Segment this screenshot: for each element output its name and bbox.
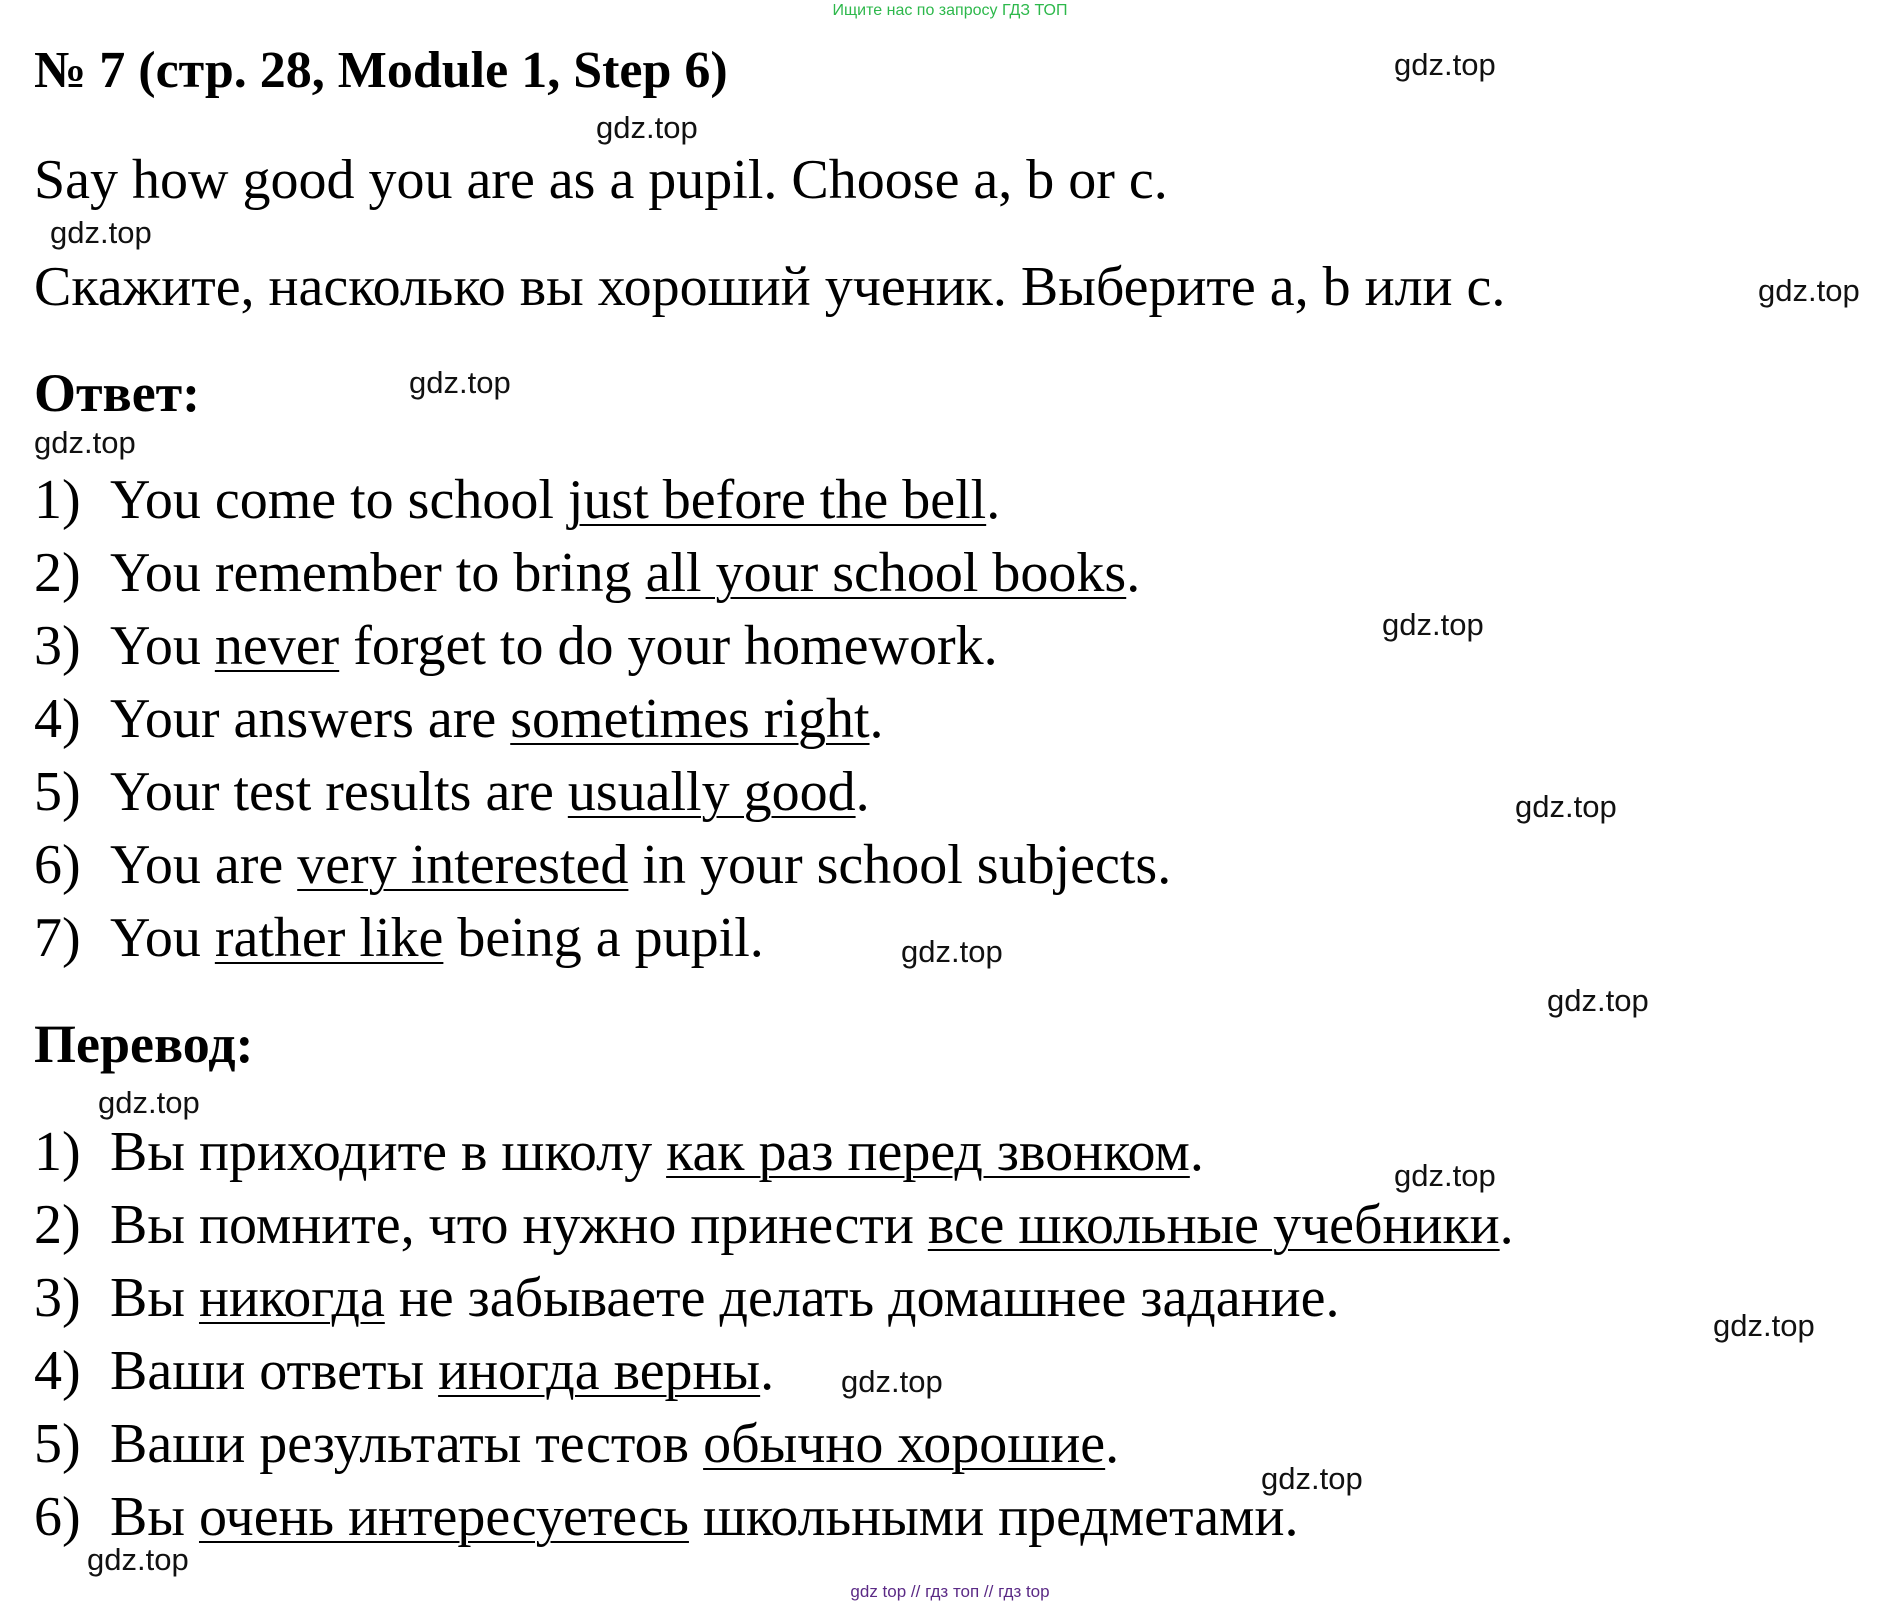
page-title: № 7 (стр. 28, Module 1, Step 6) [34,42,728,99]
item-text-end: . [1126,542,1141,604]
translation-item [34,1485,1298,1549]
watermark: gdz.top [34,425,136,460]
item-text-end: . [1499,1194,1514,1256]
answer-item [34,614,998,678]
item-text: You [110,907,215,969]
footer-links[interactable]: gdz top // гдз топ // гдз top [850,1582,1050,1601]
item-highlight: обычно хорошие [703,1413,1106,1475]
answer-item [34,468,1000,532]
translation-item [34,1412,1119,1476]
task-english: Say how good you are as a pupil. Choose a, b or c. [34,149,1168,211]
watermark: gdz.top [596,110,698,145]
item-text: You come to school [110,469,568,531]
item-number: 1) [34,469,81,531]
translation-item [34,1266,1339,1330]
item-text-end: . [760,1340,775,1402]
item-number: 6) [34,1486,81,1548]
item-text-end: in your school subjects. [628,834,1172,896]
item-number: 5) [34,1413,81,1475]
watermark: gdz.top [1547,983,1649,1018]
translation-heading: Перевод: [34,1014,254,1074]
answer-item [34,833,1171,897]
watermark: gdz.top [841,1364,943,1399]
watermark: gdz.top [409,365,511,400]
item-text: Вы приходите в школу [110,1121,667,1183]
item-number: 7) [34,907,81,969]
item-highlight: usually good [567,761,856,823]
watermark: gdz.top [901,934,1003,969]
item-text: Your answers are [110,688,511,750]
item-highlight: all your school books [645,542,1127,604]
item-highlight: иногда верны [438,1340,761,1402]
item-text-end: школьными предметами. [688,1486,1299,1548]
item-highlight: rather like [214,907,444,969]
translation-item [34,1193,1514,1257]
item-number: 2) [34,542,81,604]
item-number: 1) [34,1121,81,1183]
item-highlight: все школьные учебники [927,1194,1500,1256]
item-number: 4) [34,1340,81,1402]
item-highlight: very interested [297,834,629,896]
answer-heading: Ответ: [34,363,201,423]
item-highlight: never [214,615,340,677]
item-text: You are [110,834,298,896]
top-banner[interactable]: Ищите нас по запросу ГДЗ ТОП [832,2,1068,19]
item-text: Вы [110,1486,199,1548]
item-text: Ваши ответы [110,1340,439,1402]
item-text: Вы помните, что нужно принести [110,1194,928,1256]
item-text: You remember to bring [110,542,646,604]
watermark: gdz.top [1394,1158,1496,1193]
task-russian: Скажите, насколько вы хороший ученик. Выберите a, b или c. [34,256,1506,318]
item-text-end: . [1105,1413,1120,1475]
watermark: gdz.top [1758,273,1860,308]
item-text: Ваши результаты тестов [110,1413,704,1475]
item-text-end: . [986,469,1001,531]
watermark: gdz.top [1394,47,1496,82]
item-highlight: никогда [198,1267,385,1329]
watermark: gdz.top [1713,1308,1815,1343]
item-text-end: being a pupil. [443,907,764,969]
item-highlight: sometimes right [510,688,870,750]
item-text: Вы [110,1267,199,1329]
translation-item [34,1120,1204,1184]
item-number: 4) [34,688,81,750]
item-text-end: . [869,688,884,750]
item-text: You [110,615,215,677]
watermark: gdz.top [87,1542,189,1577]
watermark: gdz.top [1261,1461,1363,1496]
item-text-end: . [855,761,870,823]
answer-item [34,687,884,751]
item-highlight: как раз перед звонком [666,1121,1190,1183]
item-highlight: очень интересуетесь [198,1486,689,1548]
item-text-end: не забываете делать домашнее задание. [384,1267,1340,1329]
item-number: 5) [34,761,81,823]
answer-item [34,541,1140,605]
watermark: gdz.top [1515,789,1617,824]
item-number: 6) [34,834,81,896]
answer-item [34,906,764,970]
item-number: 2) [34,1194,81,1256]
item-number: 3) [34,1267,81,1329]
watermark: gdz.top [50,215,152,250]
item-text-end: forget to do your homework. [339,615,998,677]
translation-item [34,1339,774,1403]
item-highlight: just before the bell [567,469,987,531]
watermark: gdz.top [98,1085,200,1120]
item-text-end: . [1189,1121,1204,1183]
item-number: 3) [34,615,81,677]
answer-item [34,760,870,824]
item-text: Your test results are [110,761,568,823]
watermark: gdz.top [1382,607,1484,642]
